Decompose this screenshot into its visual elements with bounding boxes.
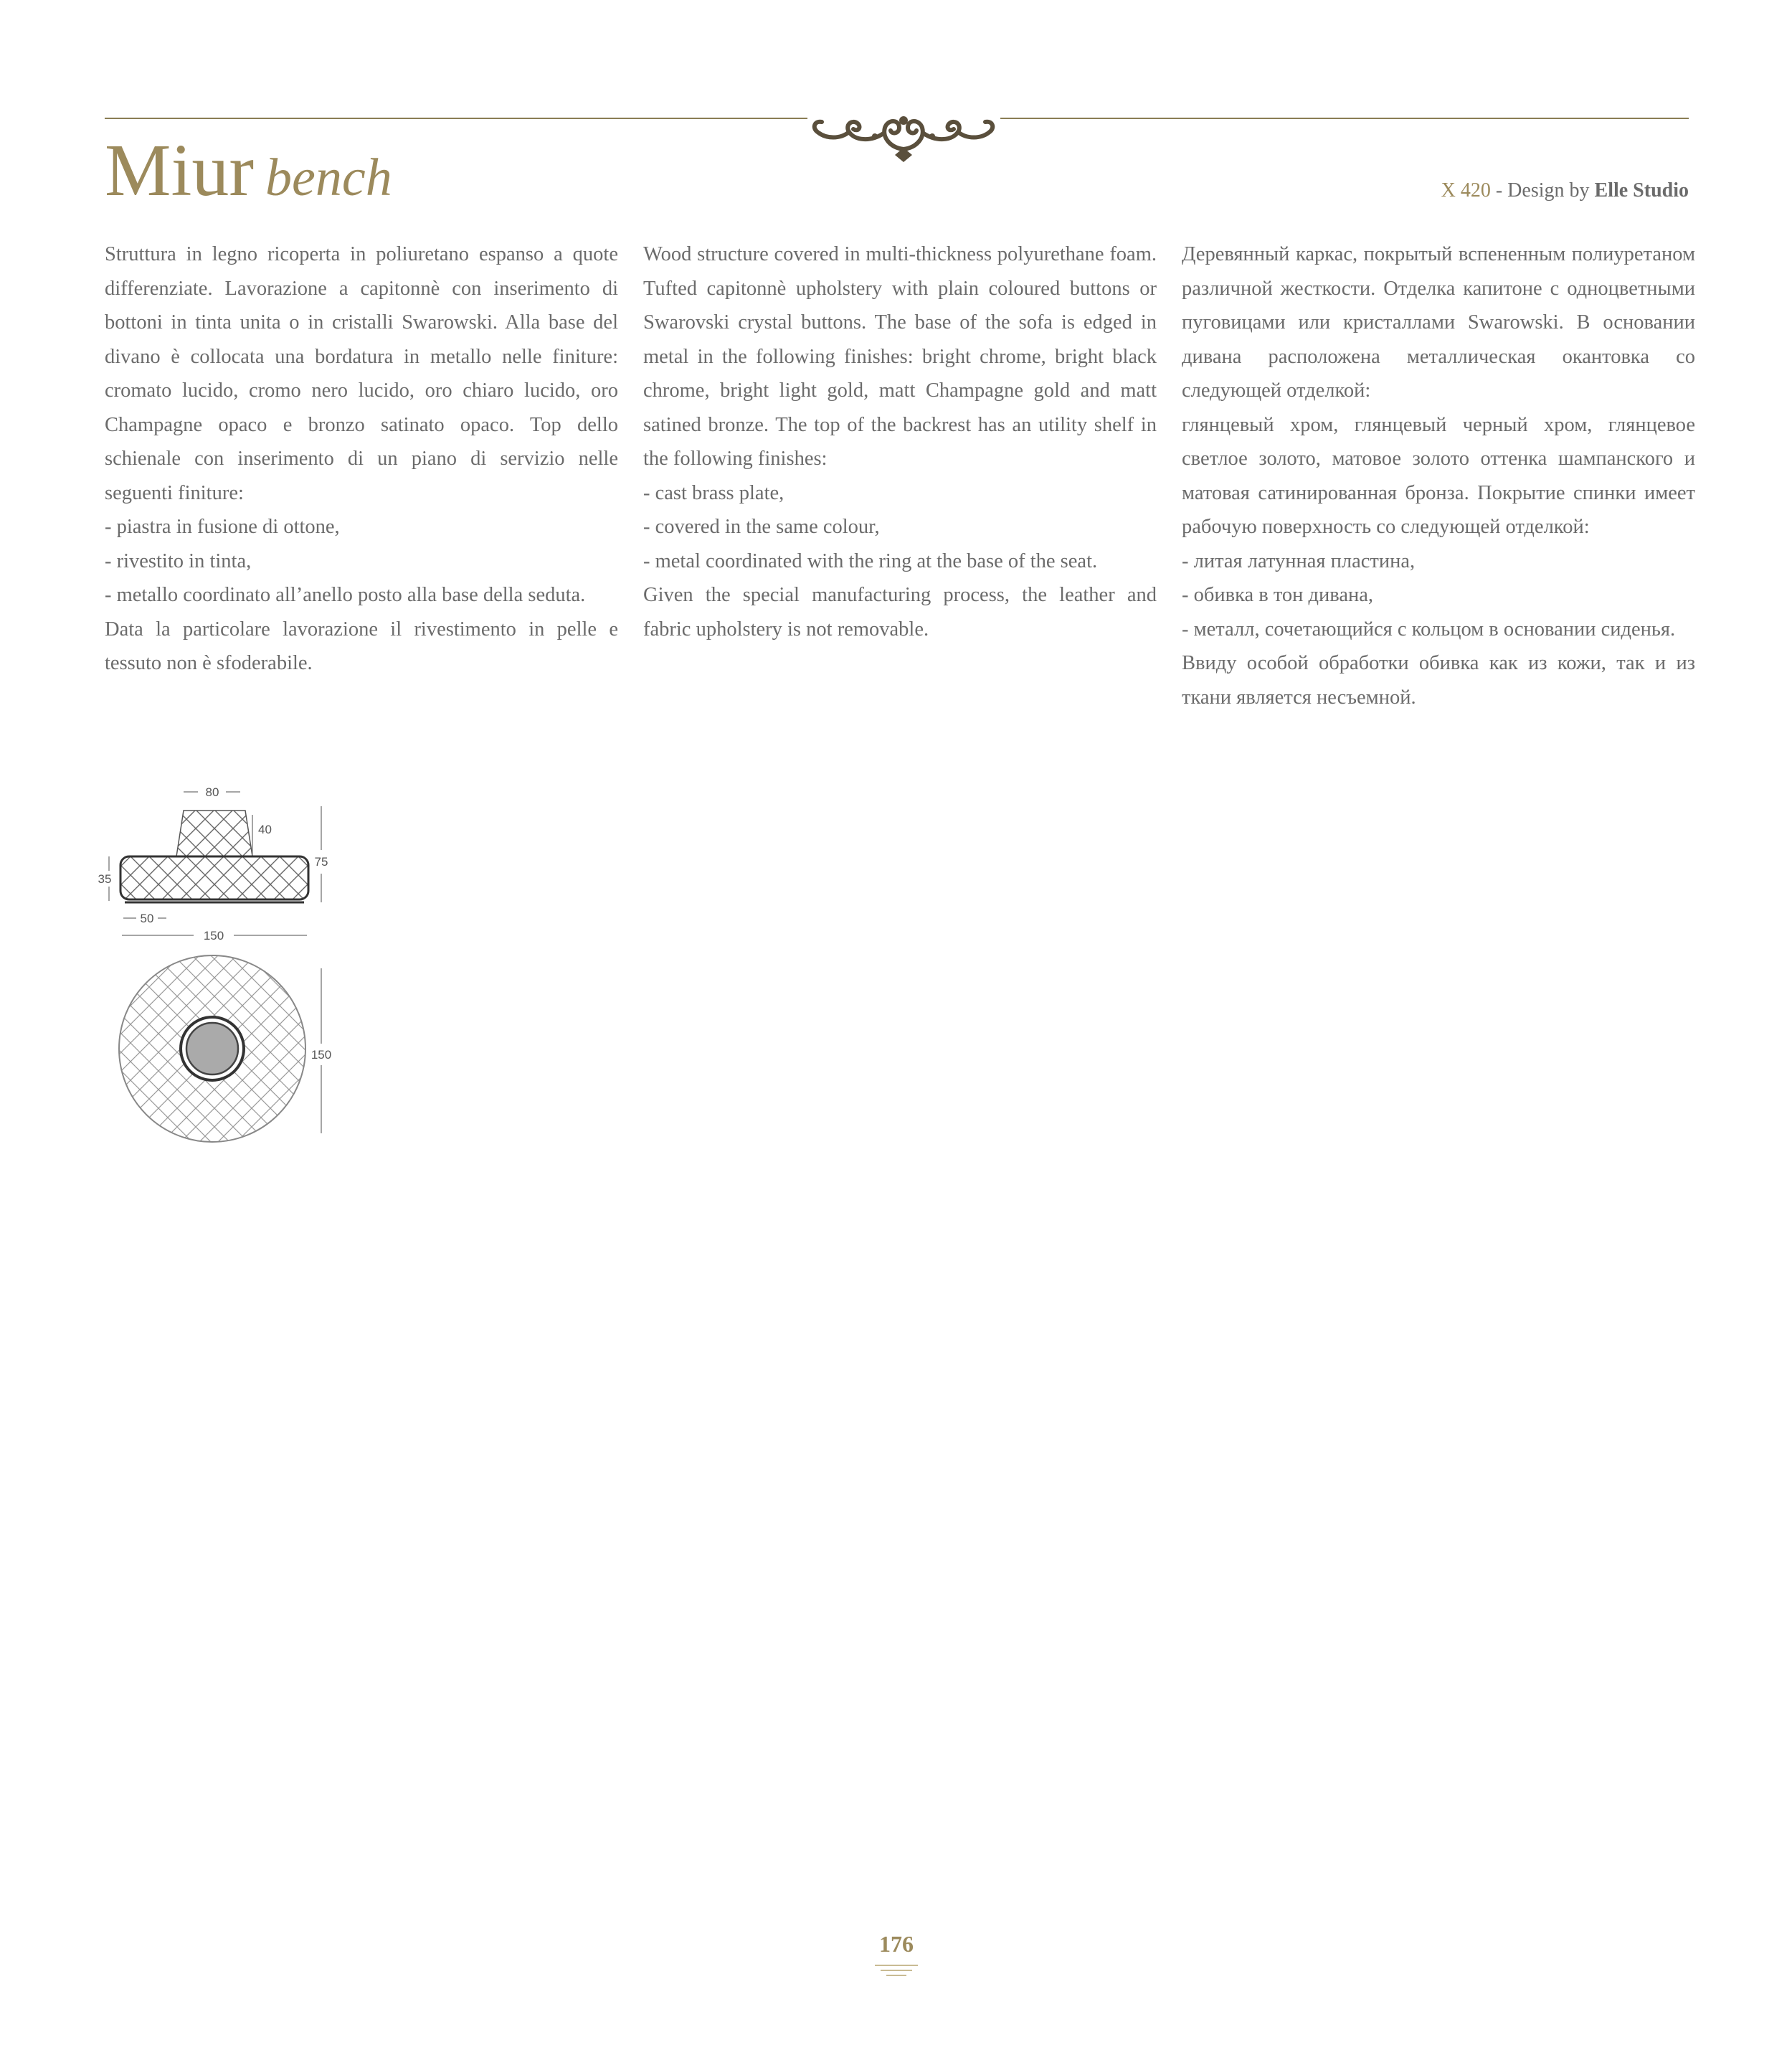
product-code: X 420 [1441,179,1491,202]
dim-top-width: 80 [205,785,219,799]
dim-seat-height: 35 [98,872,112,886]
design-prefix: - Design by [1490,179,1595,202]
description-english [643,237,1157,646]
english-intro: Wood structure covered in multi-thickness polyurethane foam. Tufted capitonnè upholstery with plain coloured buttons or Swarovski crystal buttons. The base of the sofa is edged in metal in the following finishes: bright chrome, bright black chrome, bright light gold, matt Champagne gold and matt satined bronze. The top of the backrest has an utility shelf in the following finishes: [643,243,1157,470]
russian-outro: Ввиду особой обработки обивка как из кожи, так и из ткани является несъемной. [1182,652,1695,709]
front-elevation-view [120,811,308,902]
header-rule-right [1000,118,1689,119]
dim-seat-depth: 50 [140,912,154,925]
ornament-flourish-icon [805,105,1002,162]
product-title-sub: bench [265,148,392,207]
italian-intro: Struttura in legno ricoperta in poliuretano espanso a quote differenziate. Lavorazione a capitonnè con inserimento di bottoni in tinta unita o in cristalli Swarowski. Alla base del divano è collocata una bordatura in metallo nelle finiture: cromato lucido, cromo nero lucido, oro chiaro lucido, oro Champagne opaco e bronzo satinato opaco. Top dello schienale con inserimento di un piano di servizio nelle seguenti finiture: [105,243,618,504]
italian-item: - piastra in fusione di ottone, [105,516,340,538]
product-title [105,129,392,212]
plan-view [119,955,305,1142]
technical-drawing [93,782,344,1155]
english-outro: Given the special manufacturing process, the leather and fabric upholstery is not removable. [643,584,1157,641]
dim-plan-diameter: 150 [310,1048,332,1062]
russian-item: - литая латунная пластина, [1182,549,1416,572]
description-russian [1182,237,1695,714]
product-title-main: Miur [105,129,254,212]
header-rule-left [105,118,807,119]
russian-item: - обивка в тон дивана, [1182,584,1374,606]
italian-outro: Data la particolare lavorazione il rivestimento in pelle e tessuto non è sfoderabile. [105,618,618,674]
russian-item: - металл, сочетающийся с кольцом в основании сиденья. [1182,618,1676,641]
english-item: - covered in the same colour, [643,516,880,538]
italian-item: - metallo coordinato all’anello posto alla base della seduta. [105,584,586,606]
description-italian [105,237,618,681]
page-number: 176 [879,1931,914,1957]
russian-finishes: глянцевый хром, глянцевый черный хром, глянцевое светлое золото, матовое золото оттенка шампанского и матовая сатинированная бронза. Покрытие спинки имеет рабочую поверхность со следующей отделкой: [1182,413,1695,538]
dim-total-width: 150 [203,929,224,943]
page-number-rules [875,1963,918,1979]
italian-item: - rivestito in tinta, [105,549,252,572]
english-item: - metal coordinated with the ring at the base of the seat. [643,549,1098,572]
dim-total-height: 75 [314,855,328,869]
russian-intro: Деревянный каркас, покрытый вспененным полиуретаном различной жесткости. Отделка капитоне с одноцветными пуговицами или кристаллами Swarowski. В основании дивана расположена металлическая окантовка со следующей отделкой: [1182,243,1695,402]
designer-credit [1441,179,1689,202]
designer-name: Elle Studio [1594,179,1689,202]
english-item: - cast brass plate, [643,481,784,504]
dim-back-height: 40 [258,823,272,836]
